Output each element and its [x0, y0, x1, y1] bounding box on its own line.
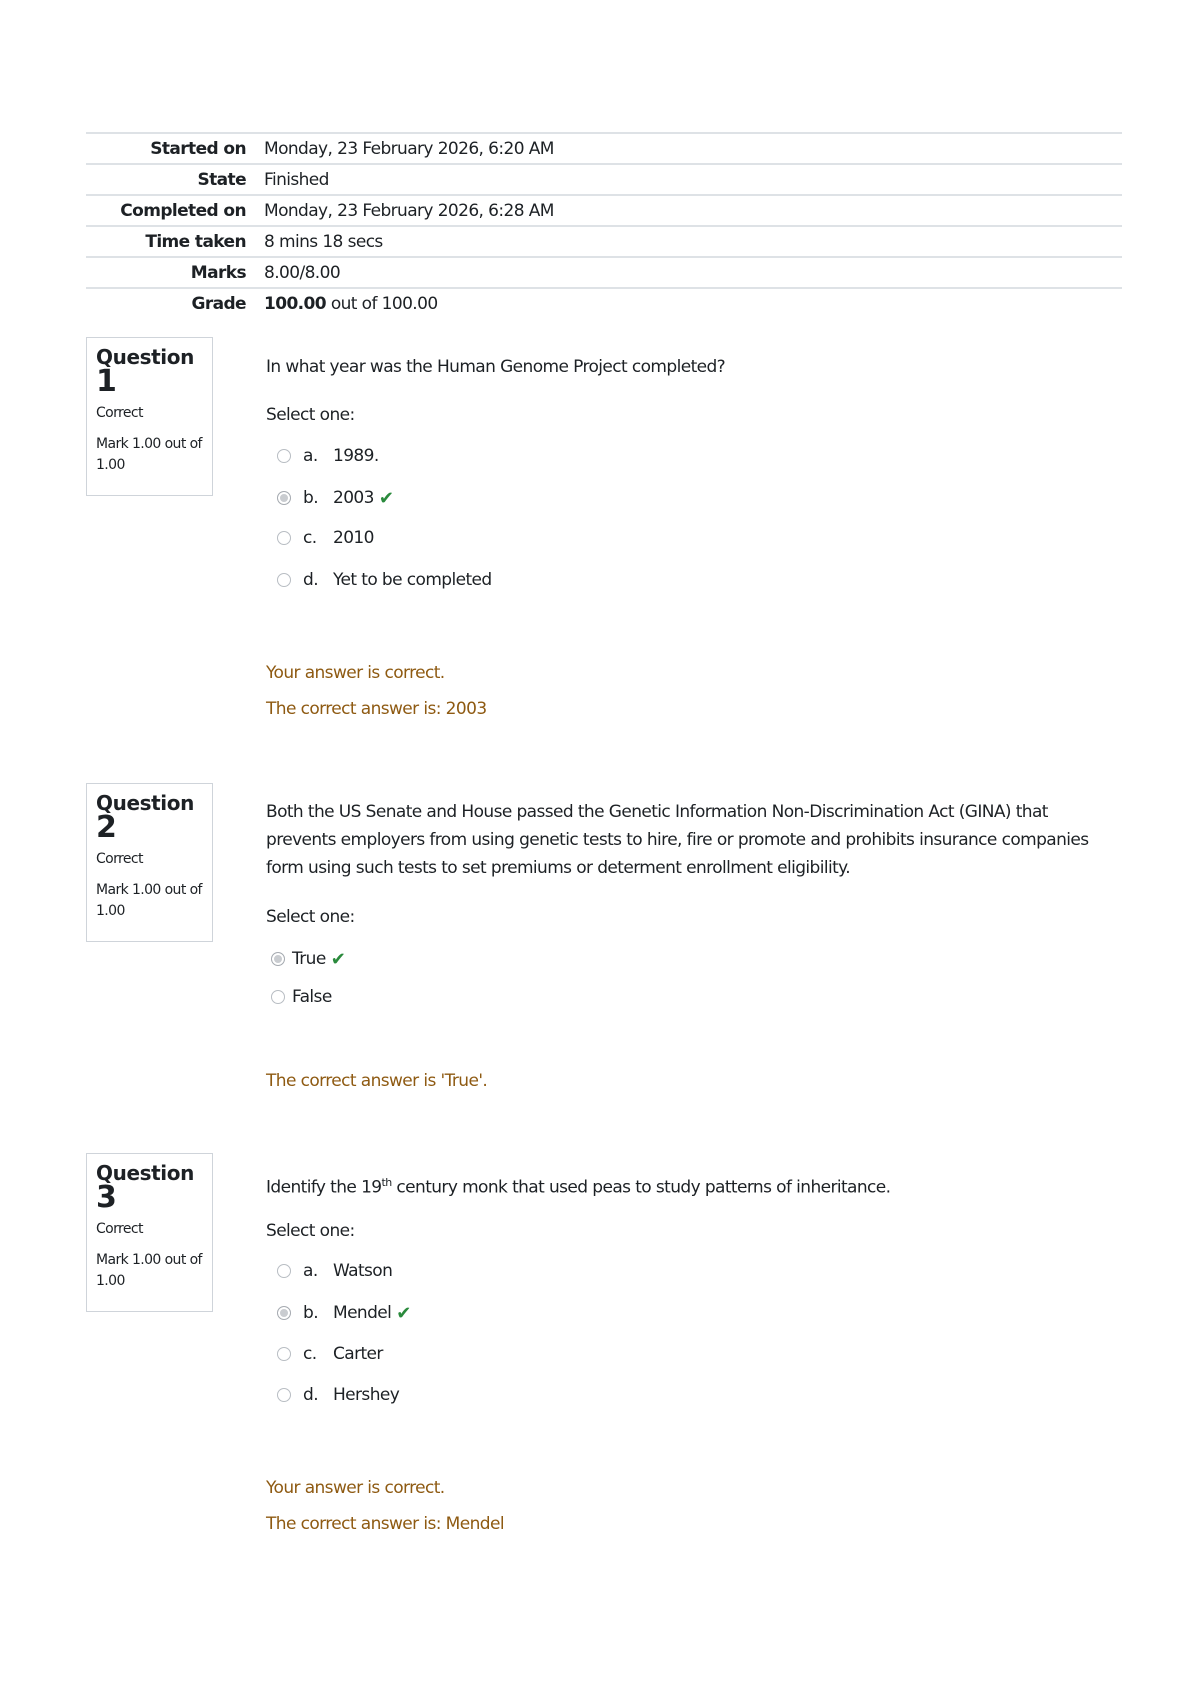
summary-value: 8 mins 18 secs	[264, 231, 383, 252]
radio-button[interactable]	[277, 1347, 291, 1361]
summary-value	[260, 288, 1122, 319]
select-one-prompt: Select one:	[266, 1221, 355, 1241]
option-b[interactable]	[277, 1301, 411, 1325]
summary-row-marks	[86, 257, 1122, 288]
radio-button-selected[interactable]	[277, 1306, 291, 1320]
select-one-prompt: Select one:	[266, 405, 355, 425]
summary-value: Monday, 23 February 2026, 6:20 AM	[264, 138, 554, 159]
option-a[interactable]	[277, 1259, 392, 1283]
question-mark: Mark 1.00 out of 1.00	[96, 1252, 202, 1289]
option-text: Mendel	[333, 1303, 392, 1323]
question-text: Both the US Senate and House passed the Genetic Information Non-Discrimination Act (GINA) that prevents employers from using genetic tests to hire, fire or promote and prohibits insurance companies form using such tests to set premiums or determent enrollment eligibility.	[266, 802, 1089, 878]
question-state: Correct	[96, 405, 143, 421]
summary-value: Finished	[264, 169, 329, 190]
question-info-box	[86, 783, 213, 942]
summary-value: 8.00/8.00	[264, 262, 341, 283]
option-d[interactable]	[277, 1383, 399, 1407]
question-info-box	[86, 1153, 213, 1312]
summary-label: Marks	[190, 262, 246, 283]
option-letter: c.	[303, 528, 317, 548]
question-info-box	[86, 337, 213, 496]
question-state: Correct	[96, 1221, 143, 1237]
question-text-start: Identify the 19	[266, 1177, 382, 1198]
option-letter: d.	[303, 570, 318, 590]
summary-row-time-taken	[86, 226, 1122, 257]
question-text: In what year was the Human Genome Project completed?	[266, 357, 726, 377]
option-letter: a.	[303, 446, 318, 466]
option-letter: b.	[303, 1303, 318, 1323]
question-word: Question	[96, 791, 194, 815]
question-mark: Mark 1.00 out of 1.00	[96, 882, 202, 919]
summary-label: Completed on	[120, 200, 246, 221]
summary-row-grade	[86, 288, 1122, 319]
correct-check-icon: ✔	[396, 1302, 411, 1324]
correct-answer-feedback: The correct answer is: Mendel	[266, 1514, 504, 1534]
general-feedback: Your answer is correct.	[266, 663, 445, 683]
option-c[interactable]	[277, 526, 374, 550]
radio-button[interactable]	[277, 449, 291, 463]
summary-label: State	[197, 169, 246, 190]
option-text: 2003	[333, 488, 374, 508]
summary-label: Grade	[191, 294, 246, 314]
option-letter: b.	[303, 488, 318, 508]
question-text	[266, 1169, 890, 1202]
option-c[interactable]	[277, 1342, 383, 1366]
question-state: Correct	[96, 851, 143, 867]
radio-button-selected[interactable]	[271, 952, 285, 966]
radio-button[interactable]	[271, 990, 285, 1004]
question-text-end: century monk that used peas to study patterns of inheritance.	[391, 1177, 891, 1198]
radio-button-selected[interactable]	[277, 491, 291, 505]
option-text: False	[292, 987, 332, 1007]
option-text: Hershey	[333, 1385, 400, 1405]
attempt-summary-table	[86, 132, 1122, 319]
correct-answer-feedback: The correct answer is: 2003	[266, 699, 487, 719]
question-word: Question	[96, 1161, 194, 1185]
question-number: 2	[96, 810, 117, 845]
summary-row-state	[86, 164, 1122, 195]
option-text: 1989.	[333, 446, 379, 466]
ordinal-suffix: th	[381, 1176, 392, 1189]
option-letter: d.	[303, 1385, 318, 1405]
option-d[interactable]	[277, 568, 492, 592]
summary-label: Time taken	[145, 231, 246, 252]
option-text: Carter	[333, 1344, 383, 1364]
select-one-prompt: Select one:	[266, 907, 355, 927]
general-feedback: Your answer is correct.	[266, 1478, 445, 1498]
summary-row-started	[86, 133, 1122, 164]
question-number: 3	[96, 1180, 117, 1215]
option-true[interactable]	[271, 947, 345, 971]
radio-button[interactable]	[277, 1388, 291, 1402]
option-a[interactable]	[277, 444, 379, 468]
correct-check-icon: ✔	[378, 487, 394, 509]
summary-value: Monday, 23 February 2026, 6:28 AM	[264, 200, 554, 221]
option-false[interactable]	[271, 985, 332, 1009]
summary-row-completed	[86, 195, 1122, 226]
option-b[interactable]	[277, 486, 393, 510]
radio-button[interactable]	[277, 531, 291, 545]
summary-label: Started on	[150, 138, 246, 159]
correct-check-icon: ✔	[330, 948, 346, 970]
grade-score: 100.00	[264, 294, 327, 314]
grade-total: out of 100.00	[326, 294, 438, 314]
option-letter: c.	[303, 1344, 317, 1364]
option-letter: a.	[303, 1261, 318, 1281]
option-text: Watson	[333, 1261, 393, 1281]
radio-button[interactable]	[277, 1264, 291, 1278]
correct-answer-feedback: The correct answer is 'True'.	[266, 1071, 488, 1091]
option-text: True	[292, 949, 326, 969]
radio-button[interactable]	[277, 573, 291, 587]
option-text: 2010	[333, 528, 374, 548]
question-number: 1	[96, 364, 117, 399]
question-word: Question	[96, 345, 194, 369]
option-text: Yet to be completed	[333, 570, 492, 590]
question-mark: Mark 1.00 out of 1.00	[96, 436, 202, 473]
